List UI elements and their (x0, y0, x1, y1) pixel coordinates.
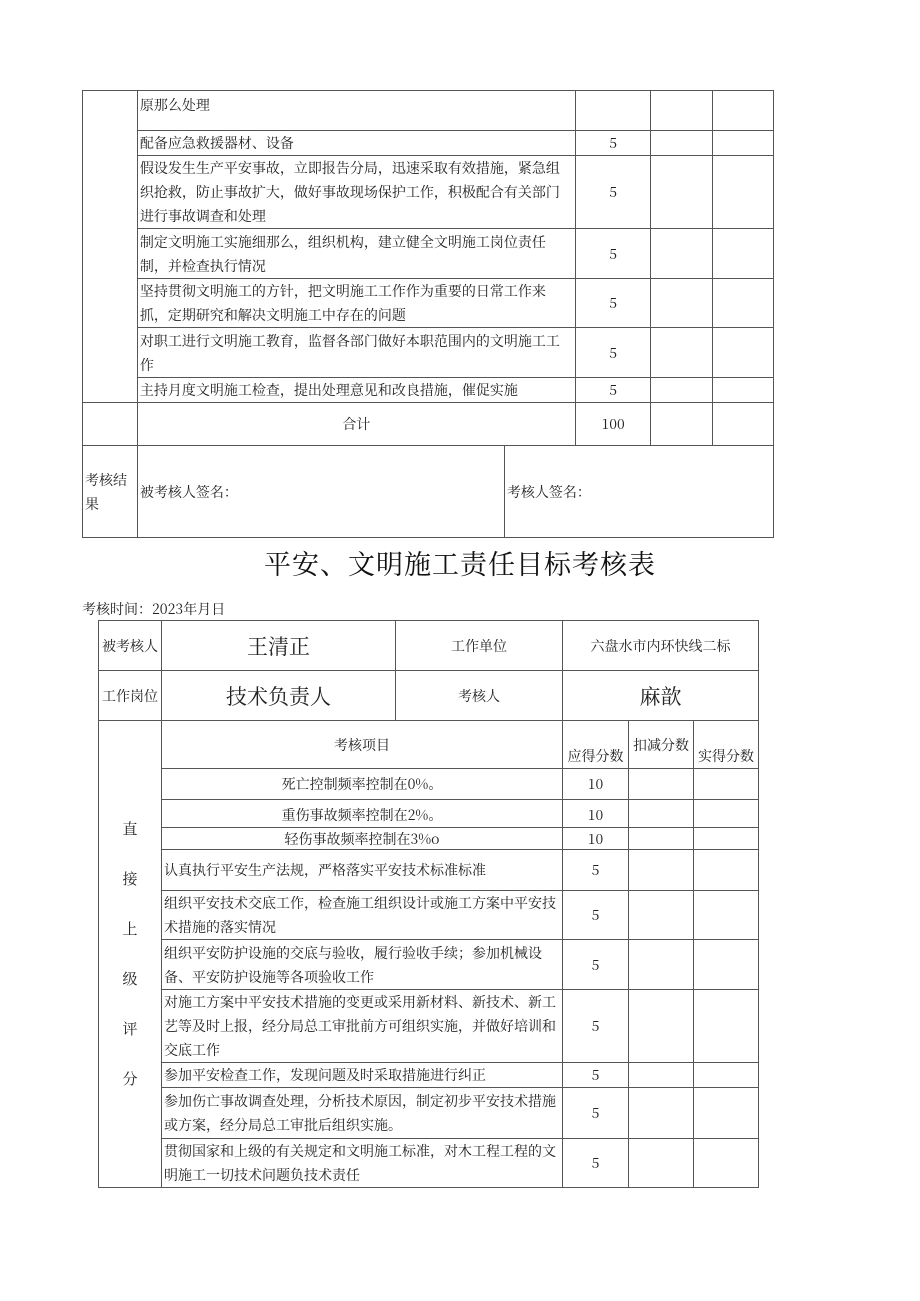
item-score: 5 (575, 229, 650, 279)
section-char: 评 (122, 1018, 138, 1039)
assessor-label: 考核人 (396, 671, 563, 721)
column-item: 考核项目 (162, 721, 563, 769)
item-text: 组织平安防护设施的交底与验收，履行验收手续；参加机械设备、平安防护设施等各项验收工作 (162, 940, 563, 990)
deduct-cell (651, 91, 712, 131)
column-due: 应得分数 (563, 721, 629, 769)
deduct-cell (629, 1139, 694, 1188)
assessee-signature: 被考核人签名： (137, 446, 504, 538)
item-score: 5 (563, 850, 629, 891)
item-text: 组织平安技术交底工作，检查施工组织设计或施工方案中平安技术措施的落实情况 (162, 891, 563, 940)
item-score (575, 91, 650, 131)
item-text: 配备应急救援器材、设备 (137, 131, 575, 156)
deduct-cell (629, 891, 694, 940)
actual-cell (694, 1139, 759, 1188)
item-text: 贯彻国家和上级的有关规定和文明施工标准，对木工程工程的文明施工一切技术问题负技术责任 (162, 1139, 563, 1188)
item-score: 5 (575, 156, 650, 229)
page-title: 平安、文明施工责任目标考核表 (264, 543, 656, 582)
post-value: 技术负责人 (162, 671, 396, 721)
unit-label: 工作单位 (396, 621, 563, 671)
deduct-cell (629, 1088, 694, 1139)
item-score: 5 (563, 891, 629, 940)
section-char: 直 (122, 818, 138, 839)
actual-cell (712, 91, 773, 131)
item-score: 5 (575, 328, 650, 378)
item-text: 坚持贯彻文明施工的方针，把文明施工工作作为重要的日常工作来抓，定期研究和解决文明施工中存在的问题 (137, 279, 575, 328)
deduct-cell (629, 800, 694, 828)
actual-cell (694, 940, 759, 990)
item-text: 轻伤事故频率控制在3%o (162, 828, 563, 850)
deduct-cell (651, 328, 712, 378)
actual-cell (712, 229, 773, 279)
item-text: 参加平安检查工作，发现问题及时采取措施进行纠正 (162, 1063, 563, 1088)
deduct-cell (629, 828, 694, 850)
item-score: 10 (563, 769, 629, 800)
actual-cell (712, 378, 773, 403)
deduct-cell (629, 940, 694, 990)
section-char: 上 (122, 918, 138, 939)
actual-cell (694, 1063, 759, 1088)
actual-cell (712, 328, 773, 378)
item-text: 重伤事故频率控制在2%。 (162, 800, 563, 828)
actual-cell (694, 828, 759, 850)
item-text: 认真执行平安生产法规，严格落实平安技术标准标准 (162, 850, 563, 891)
actual-cell (712, 156, 773, 229)
assessee-name: 王清正 (162, 621, 396, 671)
section-char: 接 (122, 868, 138, 889)
item-score: 5 (563, 940, 629, 990)
total-value: 100 (575, 403, 650, 446)
deduct-cell (651, 279, 712, 328)
assessment-table (98, 620, 759, 1188)
assessor-signature: 考核人签名： (504, 446, 773, 538)
result-label: 考核结果 (83, 446, 138, 538)
post-label: 工作岗位 (99, 671, 162, 721)
total-label: 合计 (137, 403, 575, 446)
deduct-cell (629, 850, 694, 891)
assessment-date: 考核时间：2023年月日 (82, 599, 226, 619)
item-score: 10 (563, 800, 629, 828)
item-text: 主持月度文明施工检查，提出处理意见和改良措施，催促实施 (137, 378, 575, 403)
column-actual: 实得分数 (694, 721, 759, 769)
column-deduct: 扣减分数 (629, 721, 694, 769)
deduct-cell (629, 1063, 694, 1088)
item-text: 假设发生生产平安事故，立即报告分局，迅速采取有效措施，紧急组织抢救，防止事故扩大，做好事故现场保护工作，积极配合有关部门进行事故调查和处理 (137, 156, 575, 229)
section-char: 级 (122, 968, 138, 989)
total-row-empty (83, 403, 138, 446)
section-char: 分 (122, 1068, 138, 1089)
unit-value: 六盘水市内环快线二标 (563, 621, 759, 671)
item-text: 参加伤亡事故调查处理，分析技术原因，制定初步平安技术措施或方案，经分局总工审批后组织实施。 (162, 1088, 563, 1139)
actual-cell (694, 891, 759, 940)
actual-cell (694, 800, 759, 828)
item-text: 对施工方案中平安技术措施的变更或采用新材料、新技术、新工艺等及时上报，经分局总工审批前方可组织实施，并做好培训和交底工作 (162, 990, 563, 1063)
item-text: 原那么处理 (137, 91, 575, 131)
deduct-cell (651, 131, 712, 156)
assessee-label: 被考核人 (99, 621, 162, 671)
item-score: 5 (575, 378, 650, 403)
deduct-cell (629, 769, 694, 800)
deduct-cell (651, 229, 712, 279)
actual-cell (694, 990, 759, 1063)
deduct-cell (651, 156, 712, 229)
item-text: 死亡控制频率控制在0%。 (162, 769, 563, 800)
actual-cell (712, 131, 773, 156)
actual-cell (694, 1088, 759, 1139)
item-score: 5 (563, 1063, 629, 1088)
deduct-cell (651, 403, 712, 446)
assessor-name: 麻歆 (563, 671, 759, 721)
section-label (99, 721, 162, 1188)
item-score: 10 (563, 828, 629, 850)
item-score: 5 (563, 990, 629, 1063)
section-cell-empty (83, 91, 138, 403)
actual-cell (712, 403, 773, 446)
actual-cell (694, 769, 759, 800)
deduct-cell (651, 378, 712, 403)
item-score: 5 (575, 131, 650, 156)
deduct-cell (629, 990, 694, 1063)
item-score: 5 (575, 279, 650, 328)
actual-cell (694, 850, 759, 891)
actual-cell (712, 279, 773, 328)
item-text: 制定文明施工实施细那么，组织机构，建立健全文明施工岗位责任制，并检查执行情况 (137, 229, 575, 279)
item-score: 5 (563, 1139, 629, 1188)
item-text: 对职工进行文明施工教育，监督各部门做好本职范围内的文明施工工作 (137, 328, 575, 378)
continued-assessment-table (82, 90, 774, 538)
item-score: 5 (563, 1088, 629, 1139)
